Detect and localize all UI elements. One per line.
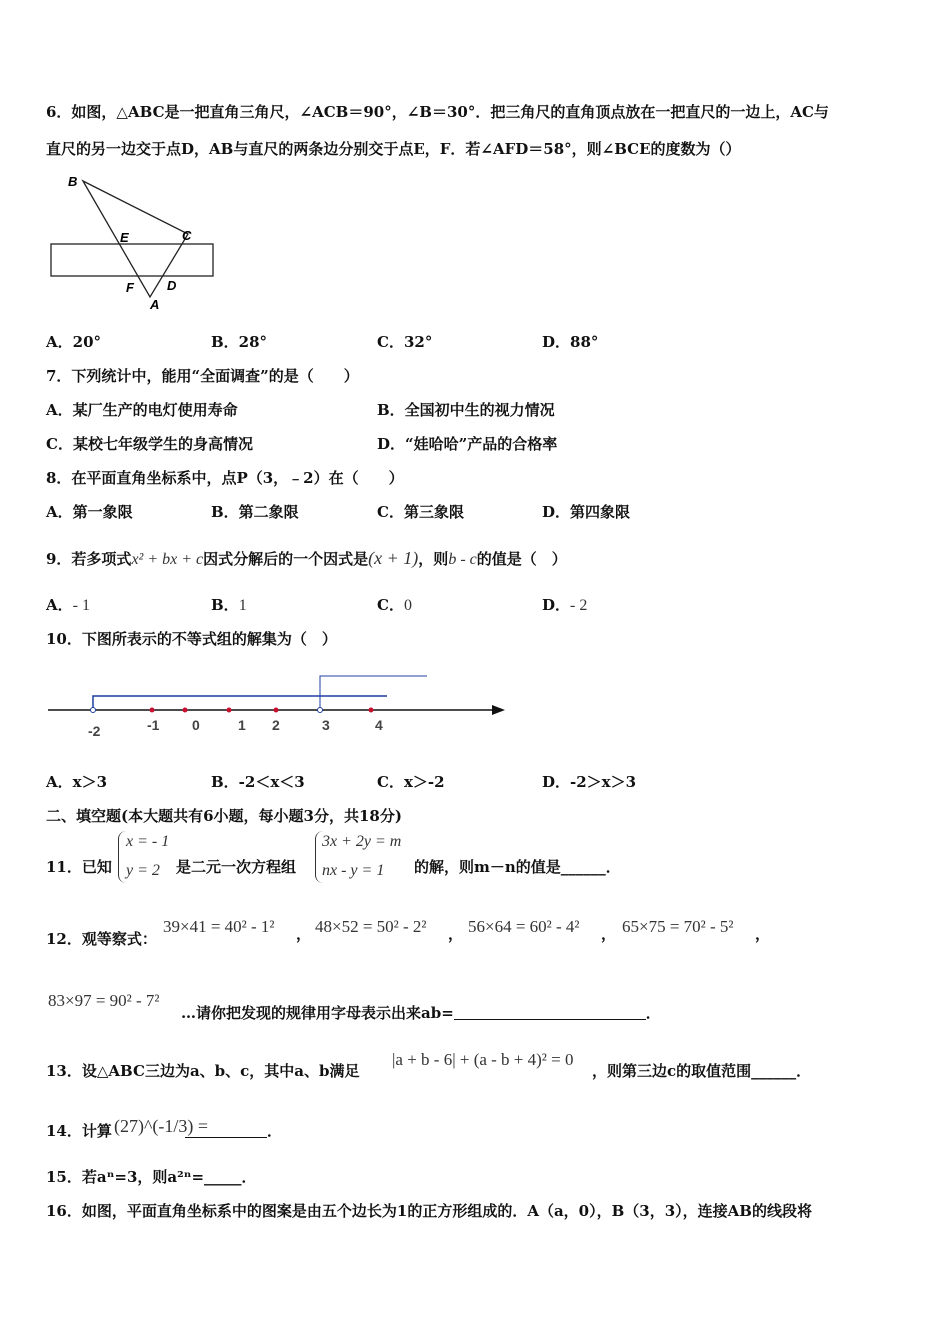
q12-post <box>181 1003 661 1023</box>
q7-option-d[interactable]: D．“娃哈哈”产品的合格率 <box>377 435 558 453</box>
tick-label-4: 4 <box>375 717 383 733</box>
q9-option-b[interactable] <box>211 595 247 616</box>
q7-option-a[interactable]: A．某厂生产的电灯使用寿命 <box>46 401 238 419</box>
q6-option-a[interactable]: A．20° <box>46 333 102 351</box>
q12-comma-3: ， <box>601 925 617 943</box>
tick-label-neg2: -2 <box>88 723 101 739</box>
q8-option-b[interactable]: B．第二象限 <box>211 503 299 521</box>
label-F: F <box>126 280 134 295</box>
q12-answer-blank[interactable] <box>454 1005 646 1020</box>
q10-option-c[interactable]: C．x＞-2 <box>377 773 445 791</box>
q9-end: 的值是（ ） <box>476 550 567 568</box>
q10-option-a[interactable]: A．x＞3 <box>46 773 108 791</box>
q16-stem: 16．如图，平面直角坐标系中的图案是由五个边长为1的正方形组成的．A（a，0），B（3，3），连接AB的线段将 <box>46 1202 812 1220</box>
solution-bracket-left <box>93 696 387 710</box>
label-D: D <box>167 278 177 293</box>
q14-answer-blank[interactable] <box>185 1123 267 1138</box>
tick-label-2: 2 <box>272 717 280 733</box>
q9-option-d-value: - 2 <box>570 597 588 614</box>
q6-figure <box>40 168 230 318</box>
q7-stem: 7．下列统计中，能用“全面调查”的是（ ） <box>46 367 359 385</box>
q12-comma-1: ， <box>296 925 312 943</box>
q6-line2: 直尺的另一边交于点D，AB与直尺的两条边分别交于点E，F．若∠AFD＝58°，则∠BCE的度数为（） <box>46 140 741 158</box>
q9-mid: 因式分解后的一个因式是 <box>203 550 369 568</box>
q6-option-d[interactable]: D．88° <box>542 333 599 351</box>
q11-system1-eq1: x = - 1 <box>126 833 170 850</box>
q9-polynomial: x² + bx + c <box>131 551 204 568</box>
section-2-header: 二、填空题(本大题共有6小题，每小题3分，共18分) <box>46 807 402 825</box>
q9-option-c-value: 0 <box>403 597 412 614</box>
q14-expression: (27)^(-1/3) = <box>114 1116 209 1136</box>
q12-comma-2: ， <box>448 925 464 943</box>
q9-stem <box>46 548 567 570</box>
q14-pre: 14．计算 <box>46 1122 112 1140</box>
q12-post-text: …请你把发现的规律用字母表示出来ab= <box>181 1004 454 1022</box>
q14-end: ． <box>267 1122 283 1140</box>
q13-condition: |a + b - 6| + (a - b + 4)² = 0 <box>392 1050 574 1069</box>
axis-arrow <box>492 705 505 715</box>
point-0 <box>183 708 188 713</box>
label-E: E <box>120 230 129 245</box>
q9-post: ，则 <box>418 550 449 568</box>
q6-line1: 6．如图，△ABC是一把直角三角尺，∠ACB＝90°，∠B＝30°．把三角尺的直角顶点放在一把直尺的一边上，AC与 <box>46 103 829 121</box>
q9-option-b-letter: B． <box>211 596 239 614</box>
q8-option-a[interactable]: A．第一象限 <box>46 503 133 521</box>
q9-option-d[interactable] <box>542 595 587 616</box>
q10-option-b[interactable]: B．-2＜x＜3 <box>211 773 305 791</box>
q15-stem: 15．若aⁿ=3，则a²ⁿ=_____． <box>46 1168 257 1186</box>
q11-system1-eq2: y = 2 <box>126 862 160 879</box>
ruler <box>51 244 213 276</box>
q9-option-a-letter: A． <box>46 596 73 614</box>
point-4 <box>369 708 374 713</box>
tick-label-3: 3 <box>322 717 330 733</box>
tick-label-1: 1 <box>238 717 246 733</box>
q14-answer[interactable] <box>185 1121 282 1141</box>
q6-option-c[interactable]: C．32° <box>377 333 433 351</box>
point-3 <box>318 708 323 713</box>
solution-bracket-right <box>320 676 427 710</box>
tick-label-0: 0 <box>192 717 200 733</box>
q9-option-c-letter: C． <box>377 596 404 614</box>
q12-comma-4: ， <box>755 925 771 943</box>
q10-option-d[interactable]: D．-2＞x＞3 <box>542 773 637 791</box>
q12-end: ． <box>645 1004 661 1022</box>
q9-factor: (x + 1) <box>368 548 419 568</box>
q9-expression: b - c <box>448 551 477 568</box>
q11-post: 的解，则m－n的值是______． <box>414 858 621 876</box>
q11-system2-eq1: 3x + 2y = m <box>322 833 402 850</box>
q8-option-c[interactable]: C．第三象限 <box>377 503 464 521</box>
q6-option-b[interactable]: B．28° <box>211 333 268 351</box>
q13-post: ，则第三边c的取值范围______． <box>592 1062 812 1080</box>
q12-equation-4: 65×75 = 70² - 5² <box>622 917 734 936</box>
q12-equation-3: 56×64 = 60² - 4² <box>468 917 580 936</box>
q12-pre: 12．观等察式： <box>46 930 157 948</box>
q13-pre: 13．设△ABC三边为a、b、c，其中a、b满足 <box>46 1062 360 1080</box>
label-A: A <box>150 297 160 312</box>
q8-stem: 8．在平面直角坐标系中，点P（3，﹣2）在（ ） <box>46 469 404 487</box>
label-C: C <box>182 228 192 243</box>
q9-option-a[interactable] <box>46 595 90 616</box>
q9-option-a-value: - 1 <box>72 597 90 614</box>
q7-option-c[interactable]: C．某校七年级学生的身高情况 <box>46 435 253 453</box>
point-neg2 <box>91 708 96 713</box>
q9-option-b-value: 1 <box>238 597 247 614</box>
q12-equation-5: 83×97 = 90² - 7² <box>48 991 160 1010</box>
q9-option-d-letter: D． <box>542 596 571 614</box>
q10-stem: 10．下图所表示的不等式组的解集为（ ） <box>46 630 337 648</box>
point-neg1 <box>150 708 155 713</box>
q12-equation-2: 48×52 = 50² - 2² <box>315 917 427 936</box>
q11-mid: 是二元一次方程组 <box>176 858 297 876</box>
point-1 <box>227 708 232 713</box>
q10-number-line <box>40 665 520 750</box>
q8-option-d[interactable]: D．第四象限 <box>542 503 631 521</box>
point-2 <box>274 708 279 713</box>
q12-equation-1: 39×41 = 40² - 1² <box>163 917 275 936</box>
q9-pre: 9．若多项式 <box>46 550 132 568</box>
q11-pre: 11．已知 <box>46 858 112 876</box>
label-B: B <box>68 174 78 189</box>
q9-option-c[interactable] <box>377 595 412 616</box>
tick-label-neg1: -1 <box>147 717 160 733</box>
q7-option-b[interactable]: B．全国初中生的视力情况 <box>377 401 555 419</box>
q11-system2-eq2: nx - y = 1 <box>322 862 385 879</box>
